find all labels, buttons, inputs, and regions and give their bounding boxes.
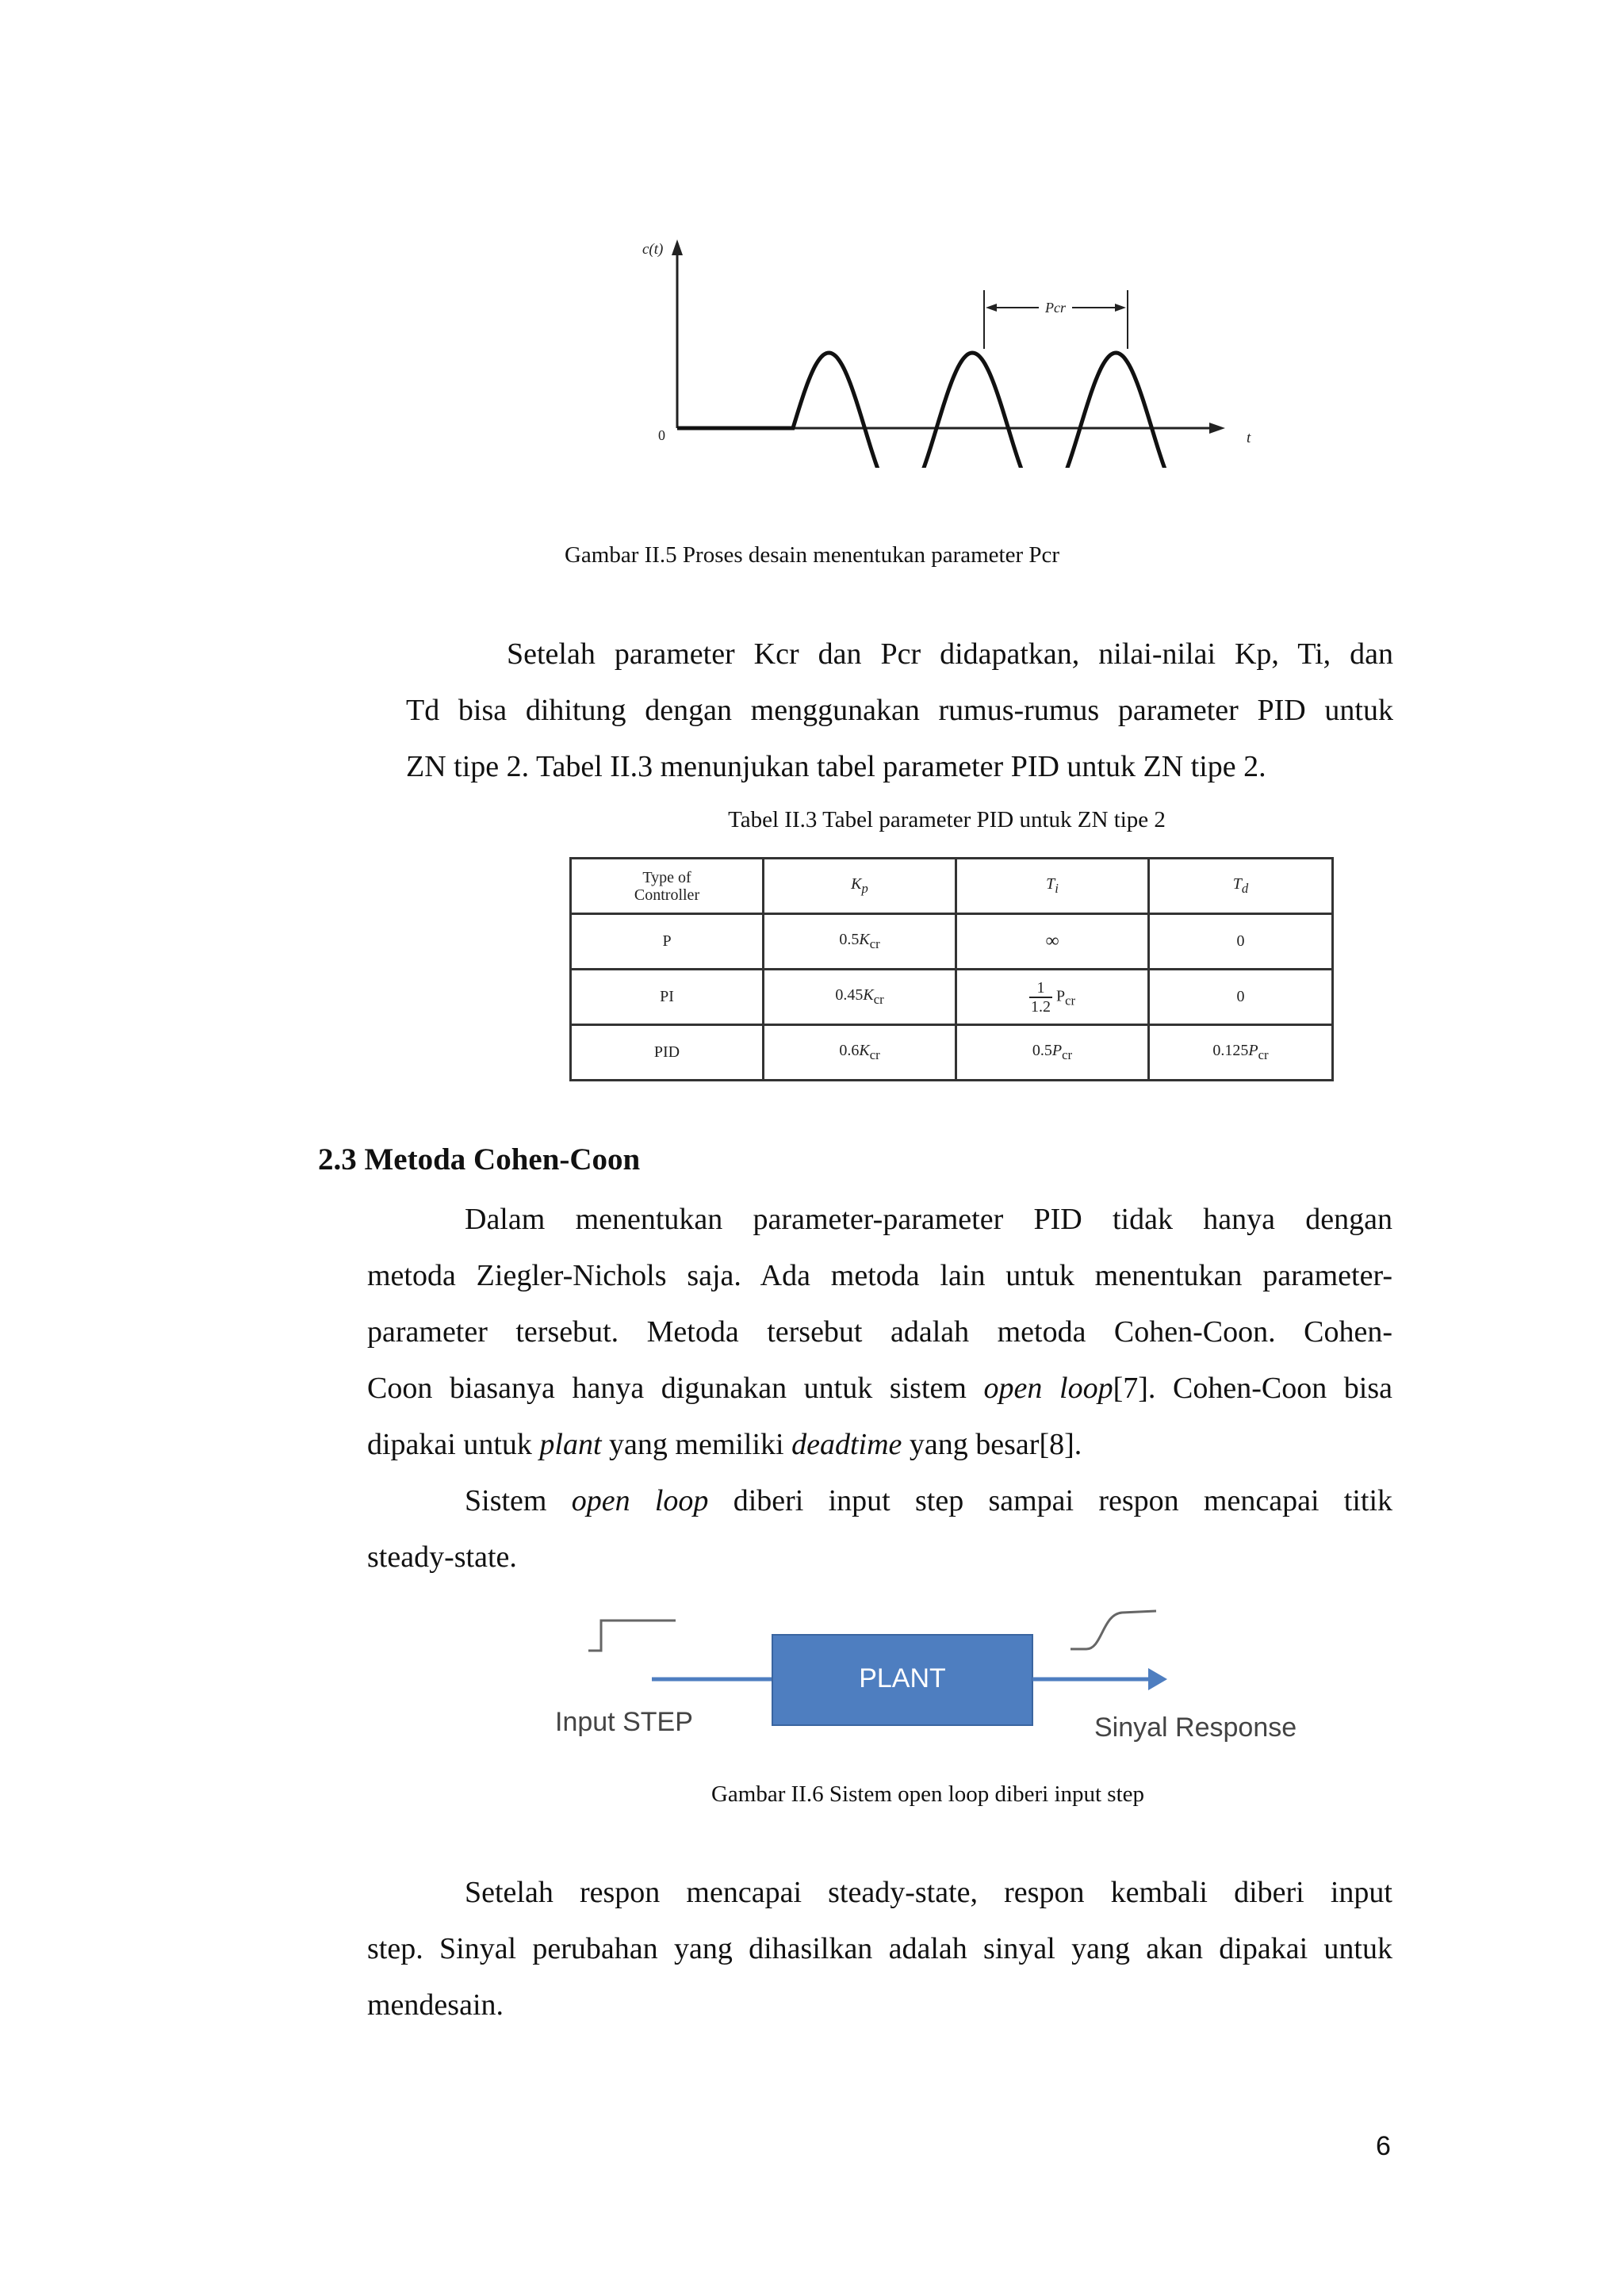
table-row bbox=[571, 1025, 1333, 1081]
table-row bbox=[571, 970, 1333, 1025]
table-header-controller: Type of Controller bbox=[571, 859, 764, 914]
period-arrow-left bbox=[986, 304, 997, 312]
table-header-ti: $T_i$ bbox=[956, 859, 1149, 914]
figure-caption-2: Gambar II.6 Sistem open loop diberi input step bbox=[710, 1781, 1145, 1807]
pid-parameter-table bbox=[569, 857, 1334, 1081]
paragraph-2-line-1: Dalam menentukan parameter-parameter PID tidak hanya dengan bbox=[465, 1203, 1392, 1236]
table-cell: PI bbox=[571, 970, 764, 1025]
paragraph-4-line-2: step. Sinyal perubahan yang dihasilkan adalah sinyal yang akan dipakai untuk bbox=[367, 1932, 1392, 1965]
output-arrow-icon bbox=[1148, 1668, 1167, 1690]
y-axis-arrow bbox=[672, 239, 683, 255]
section-heading: 2.3 Metoda Cohen-Coon bbox=[318, 1142, 641, 1177]
x-axis-label: t bbox=[1247, 430, 1251, 446]
figure-oscillation bbox=[619, 230, 1293, 468]
table-cell: PID bbox=[571, 1025, 764, 1081]
origin-label: 0 bbox=[658, 427, 665, 443]
paragraph-2 bbox=[367, 1192, 1392, 1586]
table-row bbox=[571, 914, 1333, 970]
x-axis-arrow bbox=[1209, 423, 1225, 434]
paragraph-2-line-4: Coon biasanya hanya digunakan untuk sistem open loop[7]. Cohen-Coon bisa bbox=[367, 1372, 1392, 1405]
paragraph-1 bbox=[406, 626, 1393, 795]
oscillation-curve bbox=[677, 353, 1169, 468]
table-header-td: $T_d$ bbox=[1149, 859, 1333, 914]
figure-caption-1: Gambar II.5 Proses desain menentukan parameter Pcr bbox=[564, 542, 1060, 568]
paragraph-4-line-1: Setelah respon mencapai steady-state, respon kembali diberi input bbox=[465, 1876, 1392, 1909]
input-label: Input STEP bbox=[555, 1707, 693, 1737]
table-cell: ∞ bbox=[956, 914, 1149, 970]
output-label: Sinyal Response bbox=[1094, 1712, 1297, 1743]
paragraph-2-line-2: metoda Ziegler-Nichols saja. Ada metoda lain untuk menentukan parameter- bbox=[367, 1259, 1392, 1292]
paragraph-2-line-5: dipakai untuk plant yang memiliki deadtime yang besar[8]. bbox=[367, 1428, 1082, 1461]
paragraph-4 bbox=[367, 1865, 1392, 2034]
plant-label: PLANT bbox=[859, 1663, 946, 1693]
table-cell: P bbox=[571, 914, 764, 970]
table-cell: $0.45K_{cr}$ bbox=[764, 970, 956, 1025]
input-step-icon bbox=[588, 1621, 676, 1651]
paragraph-4-line-3: mendesain. bbox=[367, 1988, 504, 2022]
table-cell: $0.125P_{cr}$ bbox=[1149, 1025, 1333, 1081]
response-curve-icon bbox=[1071, 1611, 1156, 1649]
table-cell: 0 bbox=[1149, 914, 1333, 970]
table-cell: $0.5K_{cr}$ bbox=[764, 914, 956, 970]
paragraph-1-line-3: ZN tipe 2. Tabel II.3 menunjukan tabel parameter PID untuk ZN tipe 2. bbox=[406, 750, 1266, 783]
paragraph-1-line-2: Td bisa dihitung dengan menggunakan rumus-rumus parameter PID untuk bbox=[406, 694, 1393, 727]
period-label: Pcr bbox=[1045, 300, 1066, 316]
paragraph-3-line-1: Sistem open loop diberi input step sampai respon mencapai titik bbox=[465, 1484, 1393, 1517]
table-header-kp: $K_p$ bbox=[764, 859, 956, 914]
y-axis-label: c(t) bbox=[642, 241, 664, 258]
table-cell: $0.6K_{cr}$ bbox=[764, 1025, 956, 1081]
table-cell: $\frac{1}{1.2}$ $P_{cr}$ bbox=[956, 970, 1149, 1025]
table-caption: Tabel II.3 Tabel parameter PID untuk ZN tipe 2 bbox=[728, 807, 1166, 832]
paragraph-1-line-1: Setelah parameter Kcr dan Pcr didapatkan, nilai-nilai Kp, Ti, dan bbox=[507, 637, 1393, 671]
period-arrow-right bbox=[1115, 304, 1126, 312]
table-cell: $0.5P_{cr}$ bbox=[956, 1025, 1149, 1081]
paragraph-2-line-3: parameter tersebut. Metoda tersebut adalah metoda Cohen-Coon. Cohen- bbox=[367, 1315, 1392, 1349]
table-cell: 0 bbox=[1149, 970, 1333, 1025]
figure-open-loop bbox=[547, 1601, 1324, 1760]
page-number: 6 bbox=[1376, 2131, 1391, 2161]
paragraph-3-line-2: steady-state. bbox=[367, 1540, 517, 1574]
